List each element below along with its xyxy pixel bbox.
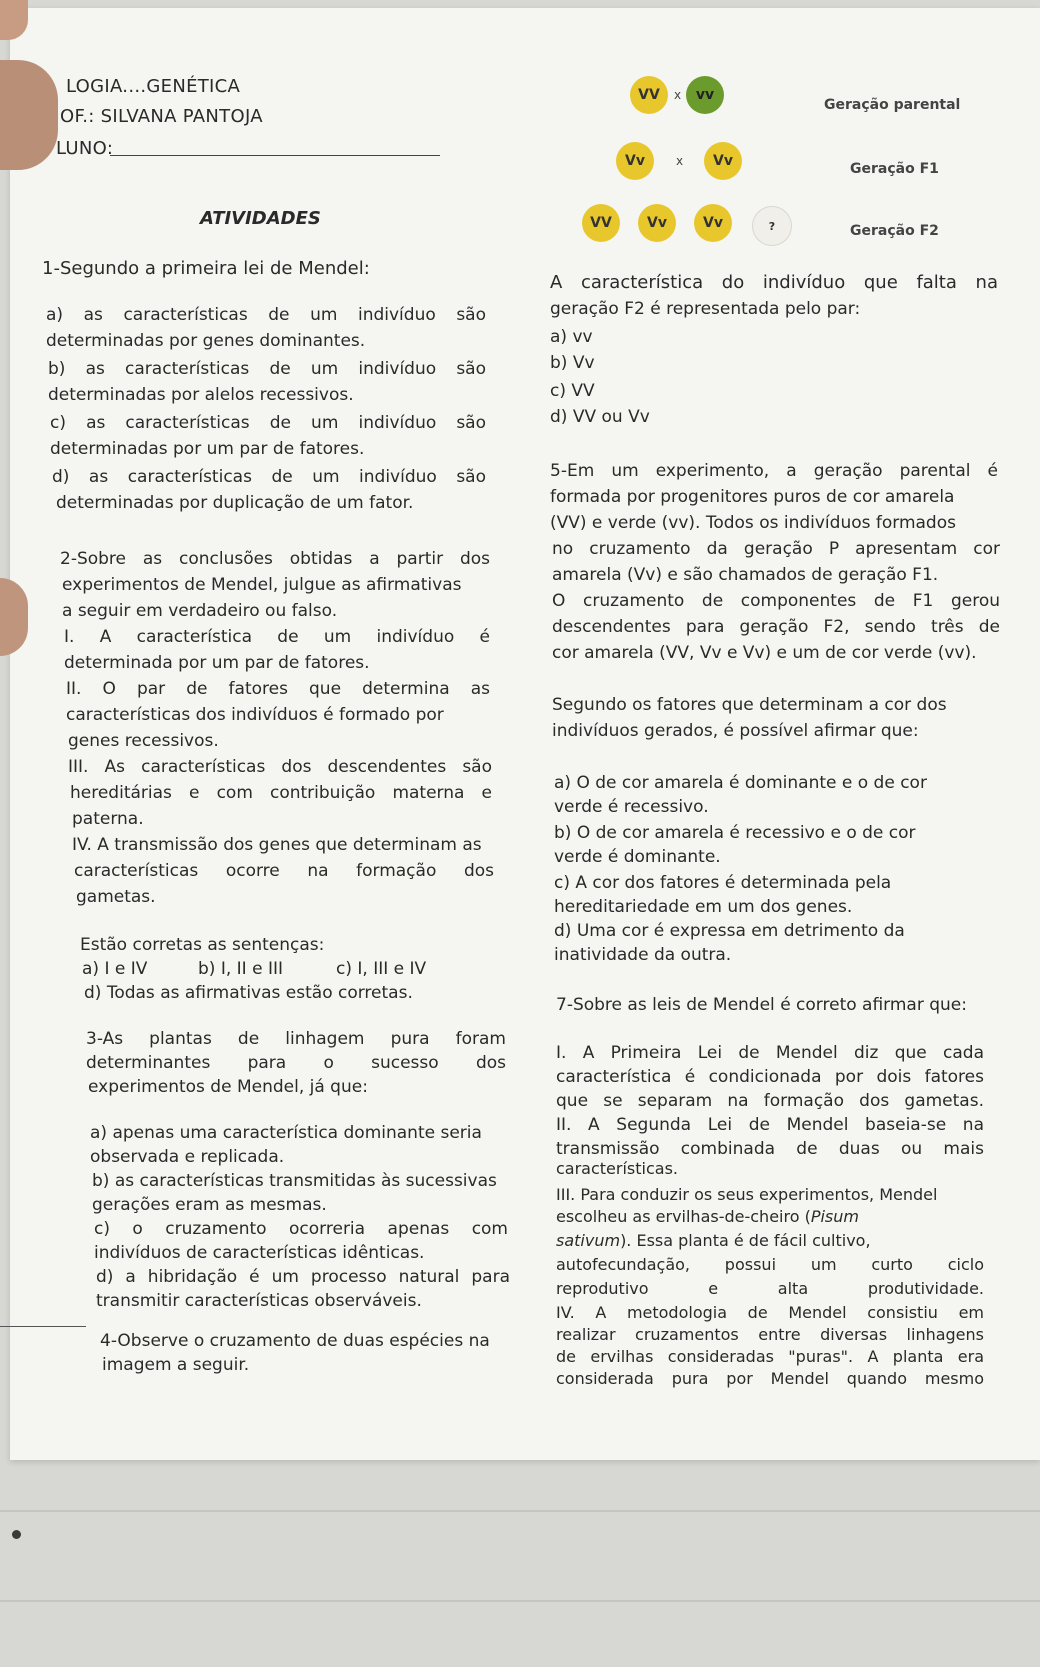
worksheet-paper	[10, 8, 1040, 1460]
q5-stem-line4: no cruzamento da geração P apresentam cor	[552, 539, 1000, 559]
q1-option-d-line1: d) as características de um indivíduo são	[52, 467, 486, 487]
q3-option-b-line1: b) as características transmitidas às sucessivas	[92, 1171, 497, 1191]
q2-stem-line1: 2-Sobre as conclusões obtidas a partir dos	[60, 549, 490, 569]
student-name-line	[110, 154, 440, 156]
q4-question-line1: A característica do indivíduo que falta na	[550, 272, 998, 293]
q7-statement-iii-line2	[556, 1206, 984, 1228]
q1-stem: 1-Segundo a primeira lei de Mendel:	[42, 258, 370, 279]
q3-option-b-line2: gerações eram as mesmas.	[92, 1195, 327, 1215]
q3-stem-line3: experimentos de Mendel, já que:	[88, 1077, 368, 1097]
teacher-name: OF.: SILVANA PANTOJA	[60, 106, 263, 127]
q1-option-d-line2: determinadas por duplicação de um fator.	[56, 493, 414, 513]
q7-iii-genus: Pisum	[810, 1207, 859, 1226]
q7-statement-ii-line3: características.	[556, 1159, 678, 1178]
q7-statement-i-line1: I. A Primeira Lei de Mendel diz que cada	[556, 1043, 984, 1063]
q4-stem-line1: 4-Observe o cruzamento de duas espécies na	[100, 1331, 490, 1351]
q4-option-b: b) Vv	[550, 353, 595, 373]
activities-title: ATIVIDADES	[200, 208, 321, 229]
pea-f2-3: Vv	[694, 204, 732, 242]
q2-statement-iii-line3: paterna.	[72, 809, 144, 829]
pea-f2-2: Vv	[638, 204, 676, 242]
q2-statement-ii-line3: genes recessivos.	[68, 731, 219, 751]
q4-question-line2: geração F2 é representada pelo par:	[550, 299, 861, 319]
q2-option-c: c) I, III e IV	[336, 959, 427, 979]
divider-line	[0, 1326, 86, 1327]
q1-option-c-line2: determinadas por um par de fatores.	[50, 439, 365, 459]
q5-stem-line6: O cruzamento de componentes de F1 gerou	[552, 591, 1000, 611]
q5-stem-line8: cor amarela (VV, Vv e Vv) e um de cor verde (vv).	[552, 643, 977, 663]
q7-iii-species: sativum	[556, 1231, 621, 1250]
q1-option-b-line1: b) as características de um indivíduo são	[48, 359, 486, 379]
q5-option-b-line1: b) O de cor amarela é recessivo e o de cor	[554, 823, 916, 843]
q1-option-c-line1: c) as características de um indivíduo são	[50, 413, 486, 433]
q2-option-a: a) I e IV	[82, 959, 148, 979]
q2-statement-iv-line1: IV. A transmissão dos genes que determinam as	[72, 835, 482, 855]
q7-statement-iii-line4: autofecundação, possui um curto ciclo	[556, 1255, 984, 1274]
q7-statement-i-line3: que se separam na formação dos gametas.	[556, 1091, 984, 1111]
q2-statement-ii-line2: características dos indivíduos é formado por	[66, 705, 444, 725]
pea-f2-unknown: ?	[752, 206, 792, 246]
q7-statement-iii-line3	[556, 1230, 871, 1252]
label-parental: Geração parental	[824, 97, 961, 113]
q3-stem-line1: 3-As plantas de linhagem pura foram	[86, 1029, 506, 1049]
q2-statement-iv-line3: gametas.	[76, 887, 156, 907]
q7-stem: 7-Sobre as leis de Mendel é correto afirmar que:	[556, 995, 967, 1015]
q4-stem-line2: imagem a seguir.	[102, 1355, 250, 1375]
pea-parental-green: vv	[686, 76, 724, 114]
q7-statement-iv-line1: IV. A metodologia de Mendel consistiu em	[556, 1303, 984, 1322]
q2-option-b: b) I, II e III	[198, 959, 283, 979]
q3-option-a-line2: observada e replicada.	[90, 1147, 285, 1167]
cross-x-mark: x	[676, 154, 684, 168]
q5-stem-line1: 5-Em um experimento, a geração parental é	[550, 461, 998, 481]
q3-stem-line2: determinantes para o sucesso dos	[86, 1053, 506, 1073]
student-label: LUNO:	[56, 138, 114, 159]
q2-statement-iii-line1: III. As características dos descendentes são	[68, 757, 492, 777]
q7-statement-iii-line5: reprodutivo e alta produtividade.	[556, 1279, 984, 1298]
q7-statement-iv-line3: de ervilhas consideradas "puras". A planta era	[556, 1347, 984, 1366]
q7-statement-iv-line4: considerada pura por Mendel quando mesmo	[556, 1369, 984, 1388]
q2-statement-i-line1: I. A característica de um indivíduo é	[64, 627, 490, 647]
q3-option-a-line1: a) apenas uma característica dominante seria	[90, 1123, 482, 1143]
q1-option-a-line2: determinadas por genes dominantes.	[46, 331, 366, 351]
thumb-holding-paper	[0, 60, 58, 170]
q5-option-d-line2: inatividade da outra.	[554, 945, 732, 965]
q2-statement-iv-line2: características ocorre na formação dos	[74, 861, 494, 881]
q2-prompt: Estão corretas as sentenças:	[80, 935, 325, 955]
q4-option-a: a) vv	[550, 327, 593, 347]
q2-statement-ii-line1: II. O par de fatores que determina as	[66, 679, 490, 699]
q5-stem-line2: formada por progenitores puros de cor amarela	[550, 487, 955, 507]
q3-option-c-line2: indivíduos de características idênticas.	[94, 1243, 425, 1263]
subject-title: LOGIA....GENÉTICA	[66, 76, 241, 97]
q7-statement-i-line2: característica é condicionada por dois fatores	[556, 1067, 984, 1087]
q2-statement-i-line2: determinada por um par de fatores.	[64, 653, 370, 673]
pea-f1-b: Vv	[704, 142, 742, 180]
q4-option-d: d) VV ou Vv	[550, 407, 650, 427]
q2-stem-line3: a seguir em verdadeiro ou falso.	[62, 601, 338, 621]
q5-prompt-line2: indivíduos gerados, é possível afirmar que:	[552, 721, 919, 741]
label-f1: Geração F1	[850, 161, 939, 177]
q3-option-c-line1: c) o cruzamento ocorreria apenas com	[94, 1219, 508, 1239]
q5-option-a-line1: a) O de cor amarela é dominante e o de cor	[554, 773, 927, 793]
q5-option-b-line2: verde é dominante.	[554, 847, 721, 867]
cross-x-mark: x	[674, 88, 682, 102]
pea-f2-1: VV	[582, 204, 620, 242]
q4-option-c: c) VV	[550, 381, 595, 401]
q1-option-a-line1: a) as características de um indivíduo são	[46, 305, 486, 325]
pea-parental-yellow: VV	[630, 76, 668, 114]
q1-option-b-line2: determinadas por alelos recessivos.	[48, 385, 354, 405]
q3-option-d-line1: d) a hibridação é um processo natural para	[96, 1267, 510, 1287]
q2-option-d: d) Todas as afirmativas estão corretas.	[84, 983, 413, 1003]
label-f2: Geração F2	[850, 223, 939, 239]
q5-stem-line5: amarela (Vv) e são chamados de geração F1.	[552, 565, 939, 585]
q5-option-c-line2: hereditariedade em um dos genes.	[554, 897, 853, 917]
q7-statement-iii-line1: III. Para conduzir os seus experimentos, Mendel	[556, 1185, 938, 1204]
q5-option-c-line1: c) A cor dos fatores é determinada pela	[554, 873, 892, 893]
q7-statement-ii-line1: II. A Segunda Lei de Mendel baseia-se na	[556, 1115, 984, 1135]
q5-stem-line3: (VV) e verde (vv). Todos os indivíduos formados	[550, 513, 956, 533]
pea-f1-a: Vv	[616, 142, 654, 180]
q5-option-d-line1: d) Uma cor é expressa em detrimento da	[554, 921, 905, 941]
q5-option-a-line2: verde é recessivo.	[554, 797, 709, 817]
q2-stem-line2: experimentos de Mendel, julgue as afirmativas	[62, 575, 462, 595]
q5-stem-line7: descendentes para geração F2, sendo três de	[552, 617, 1000, 637]
q2-statement-iii-line2: hereditárias e com contribuição materna e	[70, 783, 492, 803]
q7-statement-ii-line2: transmissão combinada de duas ou mais	[556, 1139, 984, 1159]
q7-statement-iv-line2: realizar cruzamentos entre diversas linhagens	[556, 1325, 984, 1344]
q3-option-d-line2: transmitir características observáveis.	[96, 1291, 422, 1311]
q7-iii-text: escolheu as ervilhas-de-cheiro (	[556, 1207, 811, 1226]
q5-prompt-line1: Segundo os fatores que determinam a cor dos	[552, 695, 947, 715]
q7-iii-text2: ). Essa planta é de fácil cultivo,	[620, 1231, 871, 1250]
desk-dot	[12, 1530, 21, 1539]
